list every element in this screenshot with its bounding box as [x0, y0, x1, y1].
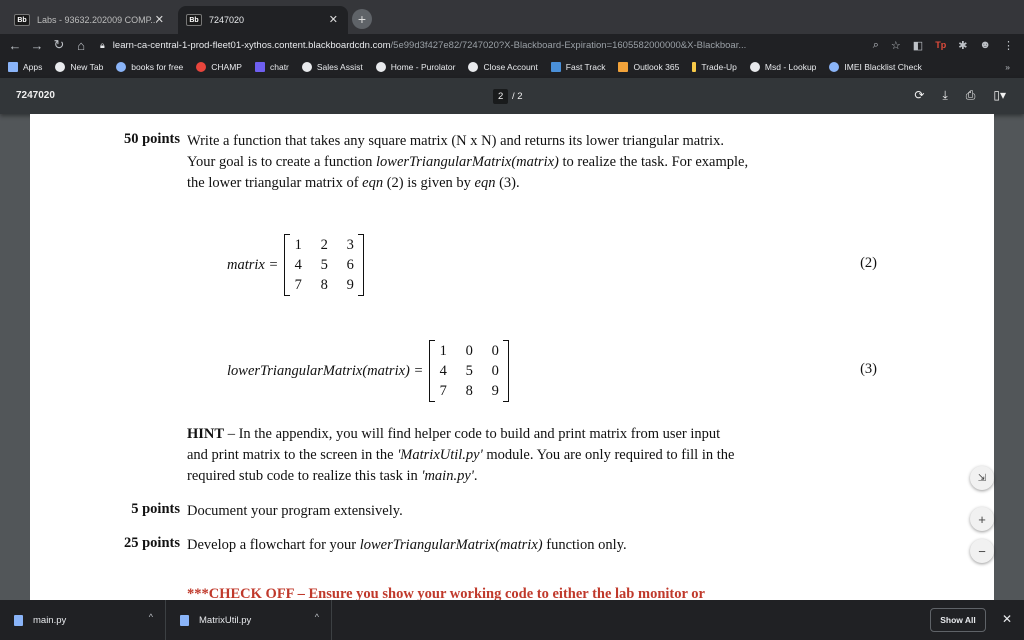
bookmark-item[interactable]: books for free [116, 62, 183, 72]
tab-labs[interactable] [6, 6, 174, 34]
download-icon[interactable]: ⤓ [942, 88, 948, 102]
forward-icon[interactable]: → [30, 37, 44, 53]
bookmark-item[interactable]: Msd - Lookup [750, 62, 817, 72]
star-icon[interactable]: ☆ [890, 39, 901, 52]
bookmark-item[interactable]: Home - Purolator [376, 62, 456, 72]
pdf-page [30, 114, 994, 600]
equation-2: matrix = 1 2 3 4 5 6 7 8 9 [227, 234, 364, 296]
lock-icon: 🔒︎ [100, 39, 105, 50]
bookmark-item[interactable]: Close Account [468, 62, 537, 72]
pdf-actions [914, 88, 1006, 103]
bookmark-item[interactable]: chatr [255, 62, 289, 72]
trade-up-icon [692, 62, 696, 72]
tab-strip [0, 0, 1024, 34]
menu-icon[interactable]: ⋮ [1003, 39, 1014, 52]
show-all-button[interactable]: Show All [930, 608, 986, 632]
url-path: /5e99d3f427e82/7247020?X-Blackboard-Expiration=1605582000000&X-Blackboar... [390, 39, 747, 51]
equation-number: (2) [860, 255, 877, 271]
chevron-up-icon[interactable]: ^ [314, 612, 319, 622]
downloads-bar [0, 600, 1024, 640]
equation-3: lowerTriangularMatrix(matrix) = 1 0 0 4 5 0 7 8 9 [227, 340, 509, 402]
file-icon [14, 615, 23, 626]
globe-icon [302, 62, 312, 72]
bookmarks-bar [0, 56, 1024, 78]
bookmark-item[interactable]: Trade-Up [692, 62, 737, 72]
hint-text: HINT – In the appendix, you will find helper code to build and print matrix from user input and print matrix to the screen in the 'MatrixUtil.py' module. You are only required to fill in the required stub code to realize this task in 'main.py'. [187, 426, 735, 484]
pdf-title: 7247020 [16, 90, 55, 101]
page-total: / 2 [512, 91, 523, 102]
globe-icon [376, 62, 386, 72]
bookmark-item[interactable]: Apps [8, 62, 42, 72]
bookmark-item[interactable]: CHAMP [196, 62, 242, 72]
outlook-icon [618, 62, 628, 72]
champ-icon [196, 62, 206, 72]
bookmark-item[interactable]: Sales Assist [302, 62, 363, 72]
shield-icon [829, 62, 839, 72]
fit-page-icon: ⇲ [977, 472, 987, 484]
question-1-text: Write a function that takes any square matrix (N x N) and returns its lower triangular matrix. Your goal is to create a function lowerTriangularMatrix(matrix) to realize the task. For example, the lower triangular matrix of eqn (2) is given by eqn (3). [187, 133, 749, 191]
address-bar[interactable] [100, 34, 746, 56]
check-off-note: ***CHECK OFF – Ensure you show your working code to either the lab monitor or [187, 586, 705, 600]
plus-icon: + [978, 511, 986, 527]
bookmark-item[interactable]: Outlook 365 [618, 62, 679, 72]
matrix: 1 2 3 4 5 6 7 8 9 [284, 234, 364, 296]
apps-icon [8, 62, 18, 72]
question-points: 25 points [123, 535, 180, 551]
file-icon [180, 615, 189, 626]
blackboard-icon: Bb [14, 14, 30, 26]
more-actions-icon[interactable]: ▯▾ [993, 88, 1006, 102]
avatar-icon[interactable]: ☻ [979, 39, 991, 51]
equation-number: (3) [860, 361, 877, 377]
home-icon[interactable]: ⌂ [77, 37, 85, 53]
chatr-icon [255, 62, 265, 72]
download-item[interactable]: main.py ^ [0, 600, 166, 640]
more-bookmarks-icon[interactable]: » [1005, 62, 1010, 72]
minus-icon: − [978, 543, 986, 559]
zoom-in-button[interactable] [970, 507, 994, 531]
url-host: learn-ca-central-1-prod-fleet01-xythos.content.blackboardcdn.com [112, 39, 391, 51]
tab-label: 7247020 [209, 15, 245, 25]
pdf-toolbar [0, 78, 1024, 114]
browser-toolbar [0, 34, 1024, 56]
matrix: 1 0 0 4 5 0 7 8 9 [429, 340, 509, 402]
print-icon[interactable]: ⎙ [965, 88, 976, 102]
globe-icon [116, 62, 126, 72]
bookmark-item[interactable]: IMEI Blacklist Check [829, 62, 921, 72]
back-icon[interactable]: ← [8, 37, 22, 53]
tab-7247020[interactable] [178, 6, 348, 34]
close-icon[interactable]: ✕ [154, 14, 164, 26]
close-icon[interactable]: ✕ [1001, 612, 1012, 626]
globe-icon [750, 62, 760, 72]
globe-icon [55, 62, 65, 72]
extension-icon[interactable]: ◧ [912, 39, 924, 52]
question-2-text: Document your program extensively. [187, 503, 403, 519]
fit-page-button[interactable] [970, 466, 994, 490]
bookmark-item[interactable]: Fast Track [551, 62, 606, 72]
blackboard-icon: Bb [186, 14, 202, 26]
zoom-out-button[interactable] [970, 539, 994, 563]
question-3-text: Develop a flowchart for your lowerTriangularMatrix(matrix) function only. [187, 537, 627, 553]
tab-label: Labs - 93632.202009 COMP... [37, 15, 158, 25]
bookmark-item[interactable]: New Tab [55, 62, 103, 72]
zoom-icon[interactable]: ⌕ [872, 38, 879, 51]
download-item[interactable]: MatrixUtil.py ^ [166, 600, 332, 640]
question-points: 50 points [123, 131, 180, 147]
new-tab-button[interactable]: + [352, 9, 372, 29]
extension-tp-icon[interactable]: Tp [935, 40, 947, 50]
globe-icon [468, 62, 478, 72]
toolbar-icons [873, 34, 1014, 56]
fast-track-icon [551, 62, 561, 72]
puzzle-icon[interactable]: ✱ [958, 39, 968, 52]
reload-icon[interactable]: ↻ [53, 37, 65, 52]
chevron-up-icon[interactable]: ^ [148, 612, 153, 622]
rotate-icon[interactable]: ⟳ [914, 88, 925, 102]
page-number-input[interactable]: 2 [493, 89, 508, 104]
close-icon[interactable]: ✕ [328, 14, 338, 26]
question-points: 5 points [131, 501, 180, 517]
